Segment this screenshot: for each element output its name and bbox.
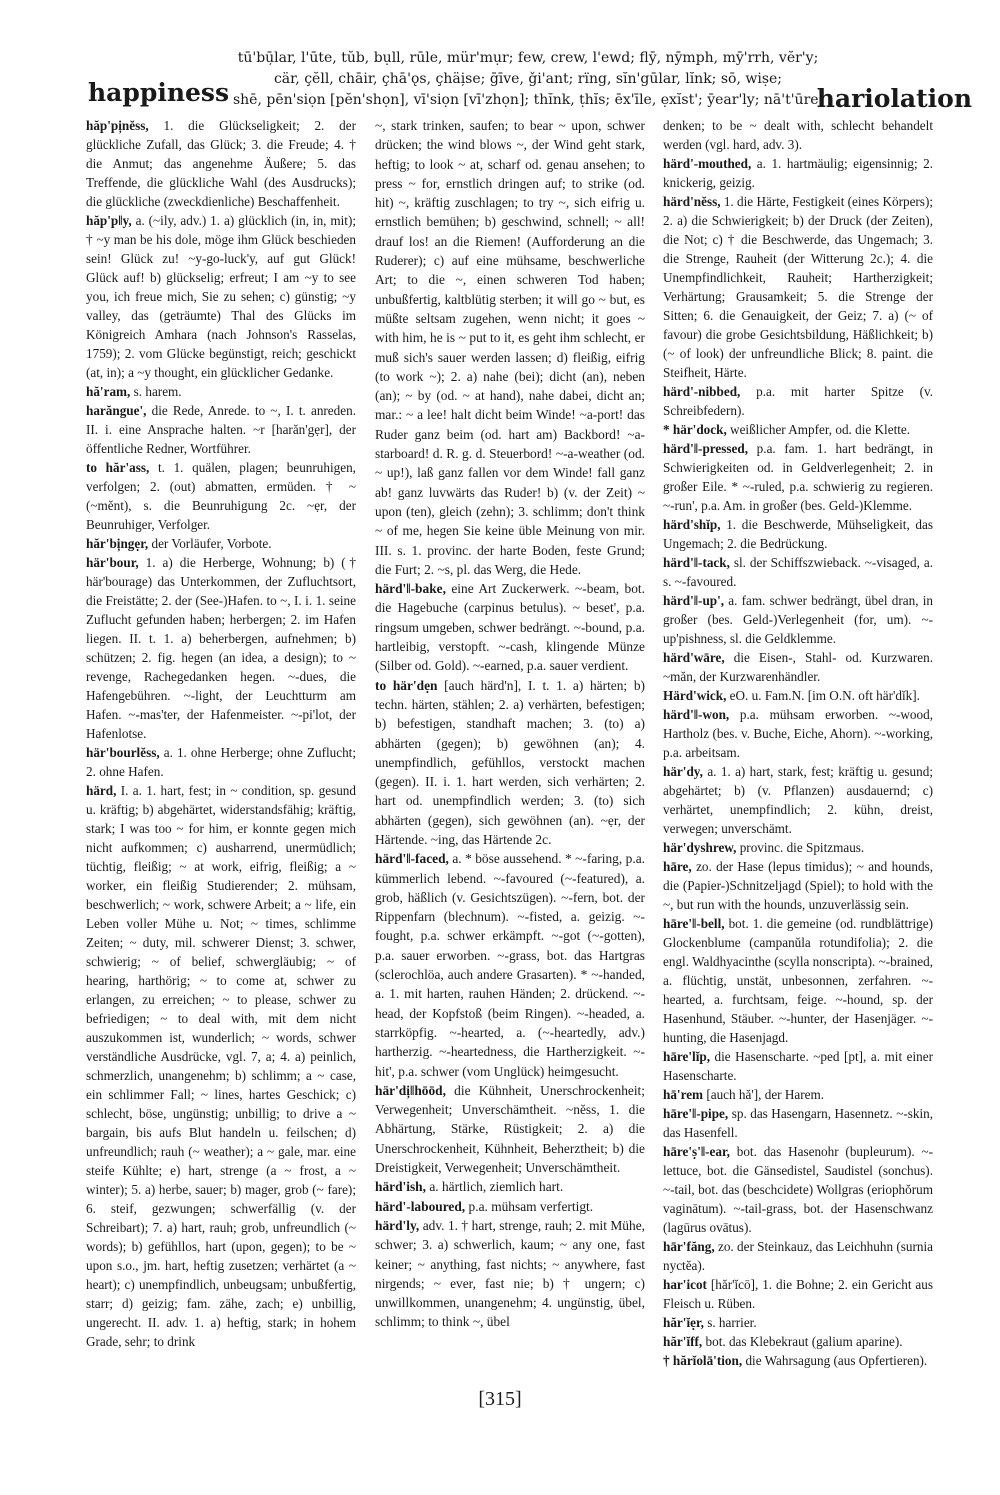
pronunciation-key <box>228 48 828 111</box>
dictionary-entry <box>375 1197 645 1216</box>
definition: a. 1. a) hart, stark, fest; kräftig u. gesund; abgehärtet; b) (v. Pflanzen) ausdauernd; c) verhärtet, unempfindlich; 2. kühn, dreist, verwegen; unverschämt. <box>663 764 933 836</box>
headword: hă'ram, <box>86 384 131 399</box>
dictionary-entry <box>375 1216 645 1332</box>
definition: 1. die Beschwerde, Mühseligkeit, das Ungemach; 2. die Bedrückung. <box>663 517 933 551</box>
dictionary-entry <box>375 1081 645 1177</box>
headword: harăngue', <box>86 403 147 418</box>
dictionary-entry <box>663 154 933 192</box>
definition: 1. a) die Herberge, Wohnung; b) († här'bourage) das Unterkommen, der Zufluchtsort, die Freistätte; 2. der (See-)Hafen. to ~, I. i. 1. seine Zuflucht gefunden haben; herbergen; 2. im Hafen liegen. II. t. 1. a) beherbergen, aufnehmen; b) schützen; 2. fig. hegen (an idea, a design); to ~ revenge, Rachegedanken hegen. ~-dues, die Hafengebühren. ~-light, der Leuchtturm am Hafen. ~-mas'ter, der Hafenmeister. ~-pi'lot, der Hafenlotse. <box>86 555 356 741</box>
headword: här'bourlĕss, <box>86 745 160 760</box>
headword: to hăr'ass, <box>86 460 150 475</box>
headword: Härd'wick, <box>663 688 727 703</box>
dictionary-entry <box>86 781 356 1351</box>
definition: a. fam. schwer bedrängt, übel dran, in großer (bes. Geld-)Verlegenheit (for, um). ~-up'pishness, sl. die Geldklemme. <box>663 593 933 646</box>
dictionary-entry <box>663 116 933 154</box>
dictionary-entry <box>375 849 645 1081</box>
dictionary-entry <box>375 1177 645 1196</box>
definition: bot. das Klebekraut (galium aparine). <box>702 1334 903 1349</box>
dictionary-entry <box>663 857 933 914</box>
dictionary-entry <box>663 382 933 420</box>
headword: härd'‖-faced, <box>375 851 449 867</box>
headword: härd'nĕss, <box>663 194 721 209</box>
column-right <box>663 116 933 1370</box>
definition: die Hasenscharte. ~ped [pt], a. mit einer Hasenscharte. <box>663 1049 933 1083</box>
headword: här'dyshrew, <box>663 840 737 855</box>
definition: a. (~ily, adv.) 1. a) glücklich (in, in, mit); † ~y man be his dole, möge ihm Glück beschieden sein! Glück zu! ~y-go-luck'y, auf gut Glück! Glück auf! b) glückselig; erfreut; I am ~y to see you, ich freue mich, Sie zu sehen; c) günstig; ~y valley, das (geträumte) Thal des Glücks im Königreich Amhara (nach Johnson's Rasselas, 1759); 2. vom Glücke begünstigt, reich; geschickt (at, in); a ~y thought, ein glücklicher Gedanke. <box>86 213 356 380</box>
headword: to här'dẹn <box>375 677 438 693</box>
definition: 1. die Härte, Festigkeit (eines Körpers); 2. a) die Schwierigkeit; b) der Druck (der Zeiten), die Not; c) † die Beschwerde, das Ungemach; 3. die Strenge, Rauheit (der Witterung 2c.); 4. die Unempfindlichkeit, Rauheit; Hartherzigkeit; Verhärtung; Grausamkeit; 5. die Strenge der Sitten; 6. die Genauigkeit, der Geiz; 7. a) (~ of favour) die grobe Gesichtsbildung, Häßlichkeit; b) (~ of look) der unfreundliche Blick; 8. paint. die Steifheit, Härte. <box>663 194 933 380</box>
definition: die Wahrsagung (aus Opfertieren). <box>742 1353 928 1368</box>
definition: adv. 1. † hart, strenge, rauh; 2. mit Mühe, schwer; 3. a) schwerlich, kaum; ~ any one, fast keiner; ~ anything, fast nichts; ~ anywhere, fast nirgends; ~ ever, fast nie; b) † ungern; c) unwillkommen, unangenehm; 4. ungünstig, übel, schlimm; to think ~, übel <box>375 1217 645 1330</box>
definition: sp. das Hasengarn, Hasennetz. ~-skin, das Hasenfell. <box>663 1106 933 1140</box>
headword: hāre'ṣ'‖-ear, <box>663 1144 730 1159</box>
definition: bot. 1. die gemeine (od. rundblättrige) Glockenblume (campanŭla rotundifolia); 2. die engl. Waldhyacinthe (scylla nonscripta). ~-brained, a. flüchtig, unstät, unbesonnen, zerfahren. ~-hearted, a. furchtsam, feige. ~-hound, sp. der Hasenhund, Stäuber. ~-hunter, der Hasenjäger. ~-hunting, die Hasenjagd. <box>663 916 933 1045</box>
headword: har'icot <box>663 1277 707 1292</box>
definition: [auch härd'n], I. t. 1. a) härten; b) techn. härten, stählen; 2. a) verhärten, befestigen; b) befestigen, standhaft machen; 3. (to) a) abhärten (gegen); b) gewöhnen (an); 4. unempfindlich, gefühllos, verstockt machen (gegen). II. i. 1. hart werden, sich verhärten; 2. hart od. unempfindlich werden; 3. (to) sich abhärten (gegen), sich gewöhnen (an). ~ẹr, der Härtende. ~ing, das Härtende 2c. <box>375 677 645 847</box>
dictionary-entry <box>663 648 933 686</box>
dictionary-entry <box>663 420 933 439</box>
dictionary-entry <box>663 1313 933 1332</box>
definition: sl. der Schiffszwieback. ~-visaged, a. s. ~-favoured. <box>663 555 933 589</box>
definition: bot. das Hasenohr (bupleurum). ~-lettuce, bot. die Gänsedistel, Saudistel (sonchus). ~-tail, bot. das (beschcidete) Wollgras (eriophŏrum vaginātum). ~-tail-grass, bot. der Hasenschwanz (lagūrus ovātus). <box>663 1144 933 1235</box>
left-guide-word: happiness <box>88 78 230 107</box>
definition: der Vorläufer, Vorbote. <box>148 536 272 551</box>
dictionary-entry <box>375 116 645 579</box>
pronunciation-key-line: shē, pēn'siọn [pĕn'shọn], vī'siọn [vī'zhọn]; thĭnk, ṭhĭs; ēx'īle, ẹxĭst'; ȳear'ly; nā't'ūre. <box>232 92 823 108</box>
dictionary-entry <box>86 401 356 458</box>
headword: härd'wāre, <box>663 650 725 665</box>
dictionary-entry <box>663 762 933 838</box>
headword: hăp'pi̦nĕss, <box>86 118 149 133</box>
definition: s. harem. <box>130 384 182 399</box>
dictionary-entry <box>663 1047 933 1085</box>
definition: [auch hă'], der Harem. <box>703 1087 825 1102</box>
pronunciation-key-line: tū'bū̦lar, l'ūte, tŭb, bụll, rūle, mür'mụr; few, crew, l'ewd; flȳ, nȳmph, mȳ'rrh, vĕr'y; <box>237 50 819 66</box>
headword: här'dy, <box>663 764 703 779</box>
headword: hāre, <box>663 859 692 874</box>
definition: provinc. die Spitzmaus. <box>736 840 865 855</box>
headword: här'di̦‖hōōd, <box>375 1082 446 1098</box>
headword: härd'‖-up', <box>663 593 725 608</box>
headword: hăr'ĭẹr, <box>663 1315 704 1330</box>
dictionary-entry <box>663 1275 933 1313</box>
dictionary-entry <box>663 515 933 553</box>
dictionary-entry <box>86 116 356 211</box>
definition: p.a. fam. 1. hart bedrängt, in Schwierigkeiten od. in Geldverlegenheit; 2. in großer Eile. * ~-ruled, p.a. schwierig zu regieren. ~-run', p.a. Am. in großer (bes. Geld-)Klemme. <box>663 441 933 513</box>
headword: härd'ish, <box>375 1179 426 1195</box>
definition: [hăr'ĭcō], 1. die Bohne; 2. ein Gericht aus Fleisch u. Rüben. <box>663 1277 933 1311</box>
dictionary-entry <box>663 914 933 1047</box>
dictionary-entry <box>86 458 356 534</box>
dictionary-entry <box>375 676 645 850</box>
definition: s. harrier. <box>703 1315 757 1330</box>
dictionary-entry <box>663 192 933 382</box>
headword: härd'shĭp, <box>663 517 721 532</box>
dictionary-entry <box>663 1237 933 1275</box>
definition: p.a. mühsam erworben. ~-wood, Hartholz (bes. v. Buche, Eiche, Ahorn). ~-working, p.a. arbeitsam. <box>663 707 933 760</box>
dictionary-entry <box>663 686 933 705</box>
definition: a. 1. ohne Herberge; ohne Zuflucht; 2. ohne Hafen. <box>86 745 356 779</box>
definition: die Kühnheit, Unerschrockenheit; Verwegenheit; Unverschämtheit. ~nĕss, 1. die Abhärtung, Stärke, Rüstigkeit; 2. a) die Unerschrockenheit, Kühnheit, Beherztheit; b) die Dreistigkeit, Verwegenheit; Unverschämtheit. <box>375 1082 645 1176</box>
definition: weißlicher Ampfer, od. die Klette. <box>726 422 911 437</box>
dictionary-entry <box>663 705 933 762</box>
right-guide-word: hariolation <box>816 84 972 113</box>
headword: hăp'p‖y, <box>86 213 132 228</box>
definition: die Eisen-, Stahl- od. Kurzwaren. ~măn, der Kurzwarenhändler. <box>663 650 933 684</box>
headword: hār'făng, <box>663 1239 715 1254</box>
definition: a. 1. hartmäulig; eigensinnig; 2. knickerig, geizig. <box>663 156 933 190</box>
dictionary-entry <box>663 1142 933 1237</box>
dictionary-entry <box>663 1085 933 1104</box>
headword: härd'‖-tack, <box>663 555 730 570</box>
definition: zo. der Steinkauz, das Leichhuhn (surnia nyctĕa). <box>663 1239 933 1273</box>
headword: härd'-laboured, <box>375 1198 466 1214</box>
headword: härd'ly, <box>375 1217 420 1233</box>
pronunciation-key-line: cär, çĕll, chāir, çhā'ǫs, çhäi̦se; ḡīve, ǧi'ant; rïng, sĭn'gūlar, lĭnk; sō, wiṣe; <box>273 71 783 87</box>
dictionary-entry <box>86 382 356 401</box>
definition: a. härtlich, ziemlich hart. <box>425 1179 564 1195</box>
dictionary-entry <box>663 838 933 857</box>
headword: härd'-nibbed, <box>663 384 741 399</box>
definition: eO. u. Fam.N. [im O.N. oft här'dĭk]. <box>726 688 920 703</box>
definition: zo. der Hase (lepus timidus); ~ and hounds, die (Papier-)Schnitzeljagd (Spiel); to hold with the ~, but run with the hounds, unzuverlässig sein. <box>663 859 933 912</box>
definition: t. 1. quälen, plagen; beunruhigen, verfolgen; 2. (out) abmatten, ermüden. † ~ (~mĕnt), s. die Beunruhigung 2c. ~ẹr, der Beunruhiger, Verfolger. <box>86 460 356 532</box>
dictionary-entry <box>663 591 933 648</box>
dictionary-entry <box>663 1332 933 1351</box>
headword: hăr'ĭff, <box>663 1334 703 1349</box>
dictionary-entry <box>86 211 356 382</box>
headword: hăr'bi̦ngẹr, <box>86 536 149 551</box>
headword: härd'‖-won, <box>663 707 730 722</box>
dictionary-entry <box>663 439 933 515</box>
definition: ~, stark trinken, saufen; to bear ~ upon, schwer drücken; the wind blows ~, der Wind geht stark, heftig; to look ~ at, scharf od. genau ansehen; to press ~ for, ernstlich dringen auf; to strike (od. hit) ~, kräftig zuschlagen; to try ~, sich eifrig u. ernstlich bemühen; b) geschwind, schnell; ~ all! drauf los! an die Riemen! (Aufforderung an die Ruderer); c) auf eine mühsame, beschwerliche Art; to die ~, einen schweren Tod haben; unbußfertig, kaltblütig sterben; it will go ~ but, es müßte seltsam zugehen, wenn nicht; it goes ~ with him, he is ~ put to it, es geht ihm schlecht, er muß sich's sauer werden lassen; d) fleißig, eifrig (to work ~); 2. a) nahe (bei); dicht (an), neben (an); ~ by (od. ~ at hand), nahe dabei, dicht an; mar.: ~ a lee! halt dicht beim Winde! ~a-port! das Ruder ganz beim (od. hart am) Backbord! ~a-starboard! d. R. g. d. Steuerbord! ~-a-weather (od. ~ up!), laß ganz fallen vor dem Winde! fall ganz ab! ganz luvwärts das Ruder! b) (v. der Zeit) ~ upon (ten), gleich (zehn); 3. schlimm; don't think ~ of me, hegen Sie keine üble Meinung von mir. III. s. 1. provinc. der harte Boden, feste Grund; die Furt; 2. ~s, pl. das Werg, die Hede. <box>375 118 645 577</box>
headword: † hărĭolā'tion, <box>663 1353 743 1368</box>
definition: p.a. mühsam verfertigt. <box>465 1198 594 1214</box>
definition: denken; to be ~ dealt with, schlecht behandelt werden (vgl. hard, adv. 3). <box>663 118 933 152</box>
headword: hāre'lĭp, <box>663 1049 711 1064</box>
dictionary-entry <box>663 1351 933 1370</box>
headword: här'bour, <box>86 555 139 570</box>
definition: die Rede, Anrede. to ~, I. t. anreden. II. i. eine Ansprache halten. ~r [harăn'gẹr], der öffentliche Redner, Wortführer. <box>86 403 356 456</box>
page-number: [315] <box>478 1388 522 1410</box>
definition: 1. die Glückseligkeit; 2. der glückliche Zufall, das Glück; 3. die Freude; 4. † die Anmut; das angenehme Äußere; 5. das Treffende, die glückliche Wahl (des Ausdrucks); die glückliche (zweckdienliche) Beschaffenheit. <box>86 118 356 209</box>
headword: hāre'‖-bell, <box>663 916 725 931</box>
headword: hāre'‖-pipe, <box>663 1106 729 1121</box>
definition: p.a. mit harter Spitze (v. Schreibfedern). <box>663 384 933 418</box>
headword: härd, <box>86 783 117 798</box>
definition: eine Art Zuckerwerk. ~-beam, bot. die Hagebuche (carpinus betulus). ~ beset', p.a. ringsum umgeben, schwer bedrängt. ~-bound, p.a. hartleibig, verstopft. ~-cash, klingende Münze (Silber od. Gold). ~-earned, p.a. sauer verdient. <box>375 581 645 674</box>
dictionary-entry <box>86 553 356 743</box>
dictionary-entry <box>663 553 933 591</box>
definition: I. a. 1. hart, fest; in ~ condition, sp. gesund u. kräftig; b) abgehärtet, widerstandsfähig; kräftig, stark; I was too ~ for him, er konnte gegen mich nicht aufkommen; c) ausharrend, unermüdlich; tüchtig, fleißig; ~ at work, eifrig, fleißig; a ~ worker, ein fleißig Studierender; 2. mühsam, beschwerlich; ~ work, schwere Arbeit; a ~ life, ein Leben voller Mühe u. Not; ~ times, schlimme Zeiten; ~ duty, mil. schwerer Dienst; 3. schwer, schwierig; ~ of belief, schwergläubig; ~ of hearing, harthörig; ~ to come at, schwer zu erlangen, zu erreichen; ~ to please, schwer zu befriedigen; ~ to deal with, mit dem nicht auszukommen ist, wunderlich; ~ words, schwer verständliche Ausdrücke, vgl. 7, a; 4. a) peinlich, schmerzlich, unangenehm; b) schlimm; a ~ case, ein schlimmer Fall; ~ lines, hartes Geschick; c) schlecht, böse, ungünstig; unbillig; to drive a ~ bargain, bis aufs Blut handeln u. feilschen; d) unfreundlich; rauh (~ weather); a ~ gale, mar. eine steife Kühlte; e) hart, strenge (a ~ frost, a ~ winter); 5. a) herbe, sauer; b) mager, grob (~ fare); 6. steif, gezwungen; schwerfällig (v. der Schreibart); 7. a) hart, rauh; grob, unfreundlich (~ words); b) gefühllos, hart (upon, gegen); to be ~ upon s.o., jm. hart, heftig zusetzen; verhärtet (a ~ heart); c) unempfindlich, unbeugsam; unbußfertig, starr; d) geizig; fam. zähe, zach; e) unbillig, ungerecht. II. adv. 1. a) heftig, stark; in hohem Grade, sehr; to drink <box>86 783 356 1349</box>
dictionary-entry <box>663 1104 933 1142</box>
headword: härd'‖-bake, <box>375 581 446 597</box>
headword: hā'rem <box>663 1087 704 1102</box>
dictionary-entry <box>86 743 356 781</box>
headword: * här'dock, <box>663 422 727 437</box>
definition: a. * böse aussehend. * ~-faring, p.a. kümmerlich lebend. ~-favoured (~-featured), a. grob, häßlich (v. Gesichtszügen). ~-fern, bot. der Rippenfarn (blechnum). ~-fisted, a. geizig. ~-fought, p.a. schwer erkämpft. ~-got (~-gotten), p.a. sauer erworben. ~-grass, bot. das Hartgras (sclerochlöa, auch andere Grasarten). * ~-handed, a. 1. mit harten, rauhen Händen; 2. drückend. ~-head, der Kopfstoß (beim Ringen). ~-headed, a. starrköpfig. ~-hearted, a. (~-heartedly, adv.) hartherzig. ~-heartedness, die Hartherzigkeit. ~-hit', p.a. schwer (vom Unglück) heimgesucht. <box>375 851 645 1079</box>
column-left <box>86 116 356 1351</box>
column-middle <box>375 116 645 1332</box>
dictionary-entry <box>86 534 356 553</box>
dictionary-entry <box>375 579 645 675</box>
headword: härd'-mouthed, <box>663 156 752 171</box>
headword: härd'‖-pressed, <box>663 441 748 456</box>
